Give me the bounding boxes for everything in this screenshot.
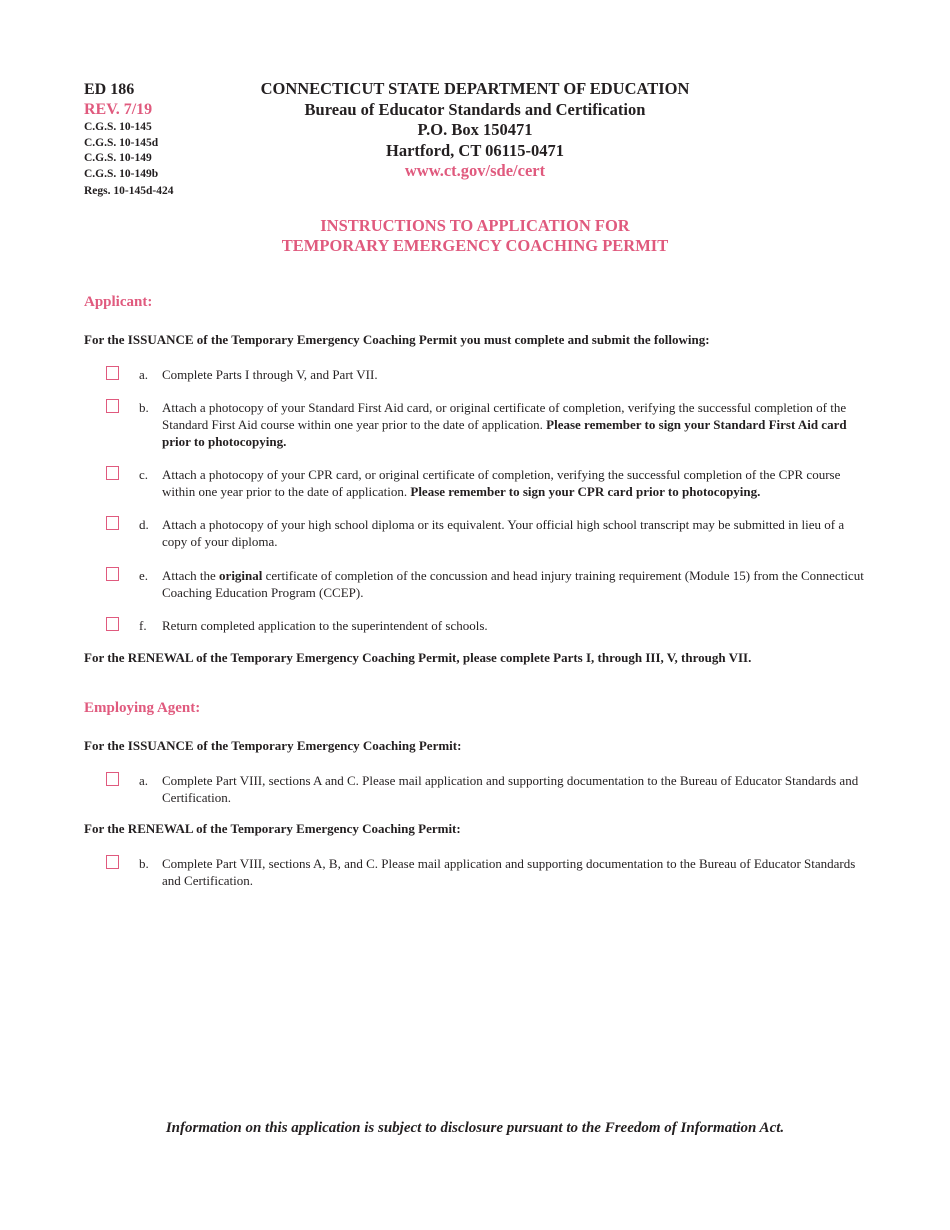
- checkbox[interactable]: [106, 466, 119, 480]
- agency-name: CONNECTICUT STATE DEPARTMENT OF EDUCATION: [260, 79, 690, 98]
- checkbox[interactable]: [106, 617, 119, 631]
- checkbox[interactable]: [106, 399, 119, 413]
- foia-disclosure-note: Information on this application is subject to disclosure pursuant to the Freedom of Information Act.: [165, 1120, 785, 1136]
- bureau-name: Bureau of Educator Standards and Certification: [304, 99, 646, 119]
- regulation-citation: Regs. 10-145d-424: [84, 185, 174, 197]
- item-letter: b.: [139, 400, 149, 415]
- statute-citation: C.G.S. 10-149: [84, 152, 152, 164]
- item-letter: e.: [139, 568, 149, 583]
- title-line-2: TEMPORARY EMERGENCY COACHING PERMIT: [281, 236, 669, 255]
- agent-issuance-intro: For the ISSUANCE of the Temporary Emergency Coaching Permit:: [84, 738, 462, 753]
- website-link[interactable]: www.ct.gov/sde/cert: [404, 161, 546, 180]
- item-letter: c.: [139, 467, 149, 482]
- item-emphasis: Please remember to sign your CPR card prior to photocopying.: [410, 484, 761, 499]
- employing-agent-heading: Employing Agent:: [84, 700, 201, 716]
- revision-label: REV. 7/19: [84, 101, 153, 118]
- item-emphasis: Please remember to sign your Standard First Aid card prior to photocopying.: [162, 417, 847, 449]
- item-letter: f.: [139, 618, 147, 633]
- agency-header: [175, 79, 775, 182]
- statute-citation: C.G.S. 10-145d: [84, 136, 159, 149]
- document-title: [175, 216, 775, 256]
- statute-citation: C.G.S. 10-145: [84, 121, 152, 133]
- item-letter: b.: [139, 856, 149, 871]
- statute-citation: C.G.S. 10-149b: [84, 167, 159, 180]
- form-metadata: [84, 80, 173, 199]
- title-line-1: INSTRUCTIONS TO APPLICATION FOR: [320, 216, 630, 235]
- item-text: Complete Part VIII, sections A and C. Please mail application and supporting documentation to the Bureau of Educator Standards and Certification.: [162, 773, 859, 805]
- item-text: Attach a photocopy of your Standard First Aid card, or original certificate of completion, verifying the successful completion of the Standard First Aid course within one year prior to the date of application. Please remember to sign your Standard First Aid card prior to photocopying.: [162, 400, 847, 449]
- form-number: ED 186: [84, 81, 135, 98]
- item-letter: a.: [139, 773, 149, 788]
- checkbox[interactable]: [106, 366, 119, 380]
- item-text: Return completed application to the superintendent of schools.: [162, 618, 488, 633]
- item-emphasis: original: [219, 568, 263, 583]
- item-text: Attach a photocopy of your CPR card, or original certificate of completion, verifying the successful completion of the CPR course within one year prior to the date of application. Please remember to sign your CPR card prior to photocopying.: [162, 467, 841, 499]
- item-text: Complete Parts I through V, and Part VII.: [162, 367, 378, 382]
- applicant-issuance-intro: For the ISSUANCE of the Temporary Emergency Coaching Permit you must complete and submit the following:: [84, 332, 710, 347]
- item-text: Attach a photocopy of your high school diploma or its equivalent. Your official high school transcript may be submitted in lieu of a copy of your diploma.: [162, 517, 845, 549]
- item-letter: d.: [139, 517, 149, 532]
- po-box: P.O. Box 150471: [417, 120, 533, 139]
- checkbox[interactable]: [106, 567, 119, 581]
- item-letter: a.: [139, 367, 149, 382]
- checkbox[interactable]: [106, 516, 119, 530]
- applicant-heading: Applicant:: [84, 294, 153, 310]
- city-address: Hartford, CT 06115-0471: [386, 140, 564, 160]
- applicant-renewal-note: For the RENEWAL of the Temporary Emergency Coaching Permit, please complete Parts I, through III, V, through VII.: [84, 650, 752, 665]
- item-text: Attach the original certificate of completion of the concussion and head injury training requirement (Module 15) from the Connecticut Coaching Education Program (CCEP).: [162, 568, 864, 600]
- agent-renewal-intro: For the RENEWAL of the Temporary Emergency Coaching Permit:: [84, 821, 461, 836]
- item-text: Complete Part VIII, sections A, B, and C. Please mail application and supporting documentation to the Bureau of Educator Standards and Certification.: [162, 856, 856, 888]
- checkbox[interactable]: [106, 855, 119, 869]
- checkbox[interactable]: [106, 772, 119, 786]
